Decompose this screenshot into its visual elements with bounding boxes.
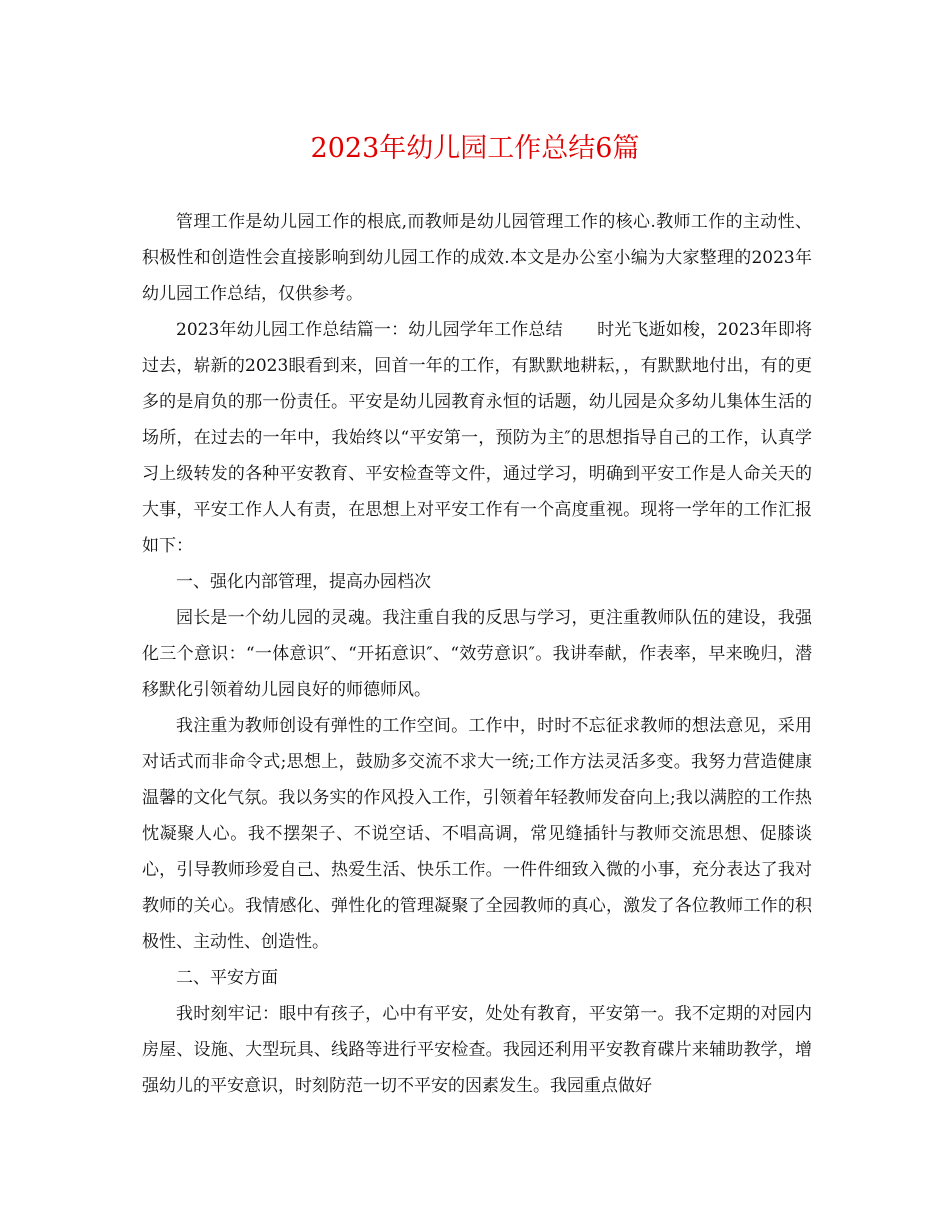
paragraph-intro: 管理工作是幼儿园工作的根底,而教师是幼儿园管理工作的核心.教师工作的主动性、积极性和创造性会直接影响到幼儿园工作的成效.本文是办公室小编为大家整理的2023年幼儿园工作总结，仅供参考。 [142,212,812,304]
paragraph-teachers: 我注重为教师创设有弹性的工作空间。工作中，时时不忘征求教师的想法意见，采用对话式而非命令式;思想上，鼓励多交流不求大一统;工作方法灵活多变。我努力营造健康温馨的文化气氛。我以务实的作风投入工作，引领着年轻教师发奋向上;我以满腔的工作热忱凝聚人心。我不摆架子、不说空话、不唱高调，常见缝插针与教师交流思想、促膝谈心，引导教师珍爱自己、热爱生活、快乐工作。一件件细致入微的小事，充分表达了我对教师的关心。我情感化、弹性化的管理凝聚了全园教师的真心，激发了各位教师工作的积极性、主动性、创造性。 [142,716,812,952]
section-heading-management: 一、强化内部管理，提高办园档次 [176,572,431,592]
paragraph-safety: 我时刻牢记：眼中有孩子，心中有平安，处处有教育，平安第一。我不定期的对园内房屋、设施、大型玩具、线路等进行平安检查。我园还利用平安教育碟片来辅助教学，增强幼儿的平安意识，时刻防范一切不平安的因素发生。我园重点做好 [142,1004,812,1096]
document-title: 2023年幼儿园工作总结6篇 [310,133,640,164]
paragraph-director: 园长是一个幼儿园的灵魂。我注重自我的反思与学习，更注重教师队伍的建设，我强化三个意识：“一体意识″、“开拓意识″、“效劳意识″。我讲奉献，作表率，早来晚归，潜移默化引领着幼儿园良好的师德师风。 [142,608,812,700]
section-heading-safety: 二、平安方面 [176,968,278,988]
paragraph-part-one: 2023年幼儿园工作总结篇一：幼儿园学年工作总结 时光飞逝如梭，2023年即将过去，崭新的2023眼看到来，回首一年的工作，有默默地耕耘，，有默默地付出，有的更多的是肩负的那一份责任。平安是幼儿园教育永恒的话题，幼儿园是众多幼儿集体生活的场所，在过去的一年中，我始终以“平安第一，预防为主″的思想指导自己的工作，认真学习上级转发的各种平安教育、平安检查等文件，通过学习，明确到平安工作是人命关天的大事，平安工作人人有责，在思想上对平安工作有一个高度重视。现将一学年的工作汇报如下： [142,320,812,556]
document-body [142,204,812,1104]
